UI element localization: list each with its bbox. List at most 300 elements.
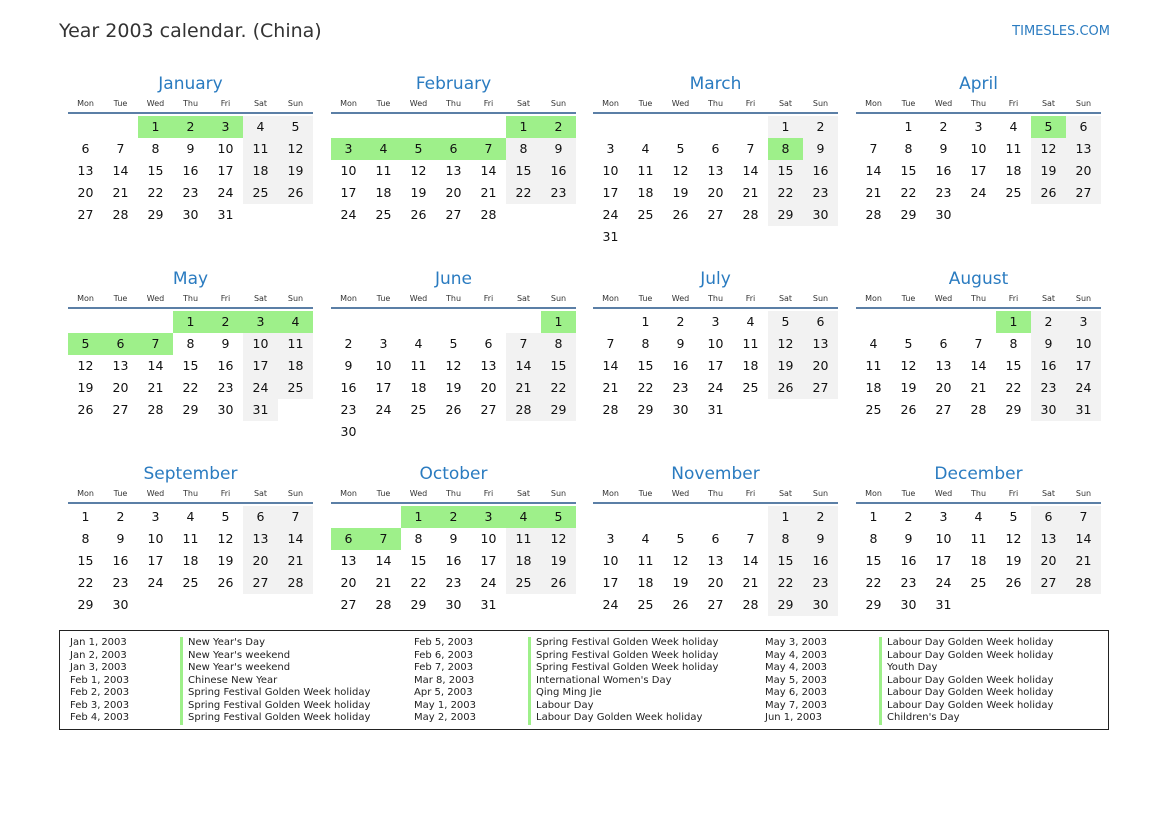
month-august [856,267,1101,421]
legend-date: Feb 5, 2003 [414,637,474,648]
empty-cell [103,116,138,138]
day-cell: 26 [672,207,689,222]
day-cell: 15 [410,553,427,568]
day-cell: 6 [243,506,278,528]
day-cell: 1 [768,116,803,138]
month-title: January [158,74,223,94]
day-cell: 4 [414,336,423,351]
day-cell: 19 [900,380,917,395]
day-cell: 2 [116,509,125,524]
day-cell: 15 [900,163,917,178]
day-cell: 29 [768,204,803,226]
day-cell: 22 [506,182,541,204]
weekday-label: Fri [220,294,231,303]
legend-date: Feb 1, 2003 [70,674,130,686]
day-cell: 28 [970,402,987,417]
day-cell: 12 [1005,531,1022,546]
day-cell: 18 [243,160,278,182]
weekday-label: Mon [602,489,619,498]
weekday-label: Sun [812,489,829,498]
day-cell: 15 [182,358,199,373]
day-cell: 31 [935,597,952,612]
weekday-label: Thu [445,294,462,303]
day-cell: 6 [81,141,90,156]
legend-date: May 4, 2003 [765,649,828,661]
day-cell: 24 [147,575,164,590]
legend-names-col-1 [180,637,370,725]
holiday-day-cell: 4 [506,506,541,528]
day-cell: 10 [602,553,619,568]
weekday-label: Mon [77,99,94,108]
weekday-label: Sat [253,294,268,303]
holiday-day-cell: 6 [331,528,366,550]
legend-date: Jan 2, 2003 [70,649,127,661]
day-cell: 27 [340,597,357,612]
legend-holiday-name: New Year's weekend [180,650,370,663]
weekday-label: Sun [550,99,567,108]
weekday-label: Tue [638,489,653,498]
day-cell: 29 [541,399,576,421]
weekday-label: Sun [1075,99,1092,108]
day-cell: 25 [375,207,392,222]
legend-holiday-name: Labour Day [528,700,718,713]
day-cell: 5 [676,531,685,546]
day-cell: 23 [1031,377,1066,399]
weekday-label: Sat [1041,99,1056,108]
holiday-day-cell: 5 [541,506,576,528]
day-cell: 7 [1066,506,1101,528]
day-cell: 8 [506,138,541,160]
weekday-header [68,291,313,309]
day-cell: 3 [974,119,983,134]
day-cell: 15 [1005,358,1022,373]
day-cell: 2 [676,314,685,329]
day-cell: 25 [506,572,541,594]
empty-cell [436,311,471,333]
day-cell: 13 [803,333,838,355]
day-cell: 9 [803,138,838,160]
day-cell: 12 [278,138,313,160]
month-october [331,462,576,616]
legend-date: Jan 3, 2003 [70,662,127,673]
holiday-day-cell: 6 [436,138,471,160]
day-cell: 18 [637,185,654,200]
empty-cell [138,311,173,333]
day-cell: 18 [182,553,199,568]
day-cell: 9 [803,528,838,550]
day-cell: 16 [217,358,234,373]
legend-date: Apr 5, 2003 [414,687,473,698]
day-cell: 15 [506,160,541,182]
empty-cell [593,116,628,138]
weekday-label: Sat [778,489,793,498]
day-cell: 8 [768,528,803,550]
day-cell: 25 [637,597,654,612]
weekday-label: Wed [934,294,953,303]
day-cell: 18 [742,358,759,373]
day-cell: 4 [869,336,878,351]
holiday-day-cell: 6 [103,333,138,355]
empty-cell [628,116,663,138]
day-cell: 23 [445,575,462,590]
empty-cell [401,311,436,333]
day-grid [593,504,838,616]
day-cell: 24 [602,207,619,222]
day-cell: 7 [606,336,615,351]
day-cell: 20 [1066,160,1101,182]
weekday-label: Wed [671,99,690,108]
day-cell: 9 [344,358,353,373]
day-cell: 24 [243,377,278,399]
page-title: Year 2003 calendar. (China) [59,20,322,42]
day-cell: 30 [803,594,838,616]
empty-cell [733,506,768,528]
day-cell: 5 [768,311,803,333]
day-cell: 25 [278,377,313,399]
day-cell: 8 [186,336,195,351]
legend-date: Mar 8, 2003 [414,674,475,686]
day-cell: 7 [869,141,878,156]
weekday-label: Sun [287,294,304,303]
weekday-label: Tue [376,489,391,498]
day-cell: 27 [935,402,952,417]
holiday-day-cell: 7 [366,528,401,550]
weekday-label: Sat [778,294,793,303]
day-cell: 16 [182,163,199,178]
weekday-label: Mon [77,489,94,498]
day-cell: 15 [147,163,164,178]
day-cell: 7 [746,531,755,546]
weekday-label: Fri [220,99,231,108]
day-cell: 25 [742,380,759,395]
day-cell: 23 [935,185,952,200]
weekday-label: Mon [602,294,619,303]
day-cell: 3 [151,509,160,524]
day-cell: 14 [1066,528,1101,550]
weekday-header [856,96,1101,114]
legend-holiday-name: Children's Day [879,712,1053,725]
holiday-day-cell: 4 [278,311,313,333]
weekday-label: Tue [901,99,916,108]
day-cell: 16 [803,550,838,572]
day-cell: 25 [410,402,427,417]
site-link[interactable]: TIMESLES.COM [1012,24,1110,39]
holiday-legend [59,630,1109,730]
legend-holiday-name: Spring Festival Golden Week holiday [180,700,370,713]
day-cell: 1 [81,509,90,524]
holiday-day-cell: 5 [401,138,436,160]
day-cell: 22 [900,185,917,200]
day-cell: 17 [217,163,234,178]
day-cell: 11 [506,528,541,550]
day-cell: 21 [970,380,987,395]
day-cell: 5 [1009,509,1018,524]
weekday-header [68,96,313,114]
empty-cell [366,116,401,138]
day-cell: 1 [768,506,803,528]
day-cell: 23 [900,575,917,590]
day-cell: 30 [803,204,838,226]
day-cell: 1 [641,314,650,329]
legend-date: May 4, 2003 [765,662,828,673]
day-cell: 2 [1031,311,1066,333]
day-cell: 11 [375,163,392,178]
day-cell: 3 [1066,311,1101,333]
day-cell: 20 [77,185,94,200]
legend-date: Feb 2, 2003 [70,687,130,698]
day-cell: 20 [243,550,278,572]
day-grid [593,114,838,248]
legend-date: Feb 4, 2003 [70,712,130,723]
day-cell: 24 [1066,377,1101,399]
legend-holiday-name: Spring Festival Golden Week holiday [528,637,718,650]
day-cell: 8 [641,336,650,351]
day-cell: 17 [602,185,619,200]
legend-date: May 7, 2003 [765,699,828,711]
day-cell: 9 [186,141,195,156]
day-grid [331,504,576,616]
day-cell: 16 [672,358,689,373]
month-title: August [948,269,1009,289]
empty-cell [366,311,401,333]
day-cell: 22 [77,575,94,590]
day-cell: 28 [742,597,759,612]
day-cell: 11 [1005,141,1022,156]
weekday-label: Thu [970,294,987,303]
legend-holiday-name: New Year's weekend [180,662,370,675]
day-cell: 12 [541,528,576,550]
month-may [68,267,313,421]
day-cell: 16 [803,160,838,182]
legend-date: May 3, 2003 [765,637,828,648]
day-cell: 28 [1066,572,1101,594]
legend-names-col-2 [528,637,718,725]
day-cell: 13 [480,358,497,373]
day-cell: 24 [480,575,497,590]
weekday-label: Wed [146,489,165,498]
legend-date: Feb 6, 2003 [414,649,474,661]
month-september [68,462,313,616]
weekday-label: Tue [376,294,391,303]
day-cell: 21 [865,185,882,200]
day-cell: 6 [711,531,720,546]
day-cell: 31 [707,402,724,417]
day-cell: 16 [541,160,576,182]
day-cell: 9 [116,531,125,546]
day-cell: 15 [541,355,576,377]
day-cell: 28 [480,207,497,222]
day-cell: 15 [77,553,94,568]
day-cell: 15 [637,358,654,373]
month-title: December [934,464,1023,484]
day-cell: 10 [602,163,619,178]
weekday-label: Mon [340,99,357,108]
day-cell: 8 [414,531,423,546]
day-cell: 22 [182,380,199,395]
day-cell: 24 [935,575,952,590]
weekday-label: Fri [220,489,231,498]
day-cell: 8 [869,531,878,546]
empty-cell [471,311,506,333]
day-cell: 1 [904,119,913,134]
day-cell: 30 [900,597,917,612]
weekday-label: Sat [253,99,268,108]
day-cell: 17 [1066,355,1101,377]
holiday-day-cell: 2 [208,311,243,333]
weekday-label: Tue [113,294,128,303]
day-cell: 23 [182,185,199,200]
day-cell: 21 [112,185,129,200]
day-cell: 8 [81,531,90,546]
day-cell: 25 [970,575,987,590]
day-cell: 27 [1031,572,1066,594]
day-cell: 16 [112,553,129,568]
day-cell: 19 [445,380,462,395]
month-title: October [419,464,488,484]
day-cell: 24 [217,185,234,200]
day-cell: 4 [641,531,650,546]
weekday-label: Wed [409,489,428,498]
day-cell: 27 [445,207,462,222]
day-cell: 12 [77,358,94,373]
day-cell: 13 [707,163,724,178]
day-cell: 17 [375,380,392,395]
day-cell: 29 [410,597,427,612]
day-cell: 11 [182,531,199,546]
day-cell: 19 [1031,160,1066,182]
day-cell: 26 [900,402,917,417]
holiday-day-cell: 3 [471,506,506,528]
day-cell: 2 [803,506,838,528]
day-cell: 14 [742,163,759,178]
weekday-label: Sat [1041,489,1056,498]
day-cell: 10 [147,531,164,546]
day-cell: 22 [541,377,576,399]
weekday-label: Sat [516,99,531,108]
day-cell: 14 [112,163,129,178]
empty-cell [593,311,628,333]
legend-holiday-name: Qing Ming Jie [528,687,718,700]
day-cell: 28 [865,207,882,222]
holiday-day-cell: 3 [331,138,366,160]
month-january [68,72,313,226]
day-cell: 4 [641,141,650,156]
day-cell: 29 [1005,402,1022,417]
legend-holiday-name: International Women's Day [528,675,718,688]
day-cell: 9 [676,336,685,351]
weekday-label: Sun [287,489,304,498]
day-cell: 22 [1005,380,1022,395]
day-cell: 20 [480,380,497,395]
weekday-label: Wed [671,489,690,498]
day-cell: 17 [970,163,987,178]
day-cell: 23 [672,380,689,395]
day-cell: 18 [278,355,313,377]
day-cell: 13 [707,553,724,568]
day-cell: 19 [77,380,94,395]
day-cell: 21 [742,185,759,200]
day-cell: 14 [480,163,497,178]
month-title: June [434,269,473,289]
legend-holiday-name: Labour Day Golden Week holiday [879,700,1053,713]
day-cell: 14 [970,358,987,373]
day-cell: 20 [112,380,129,395]
day-cell: 24 [970,185,987,200]
empty-cell [401,116,436,138]
weekday-label: Fri [483,294,494,303]
legend-holiday-name: Labour Day Golden Week holiday [879,637,1053,650]
legend-holiday-name: Chinese New Year [180,675,370,688]
day-cell: 10 [480,531,497,546]
day-cell: 4 [186,509,195,524]
weekday-label: Tue [638,99,653,108]
day-cell: 7 [506,333,541,355]
day-cell: 28 [506,399,541,421]
day-cell: 4 [746,314,755,329]
day-cell: 30 [112,597,129,612]
day-cell: 30 [340,424,357,439]
legend-dates-col-3 [765,637,827,725]
weekday-label: Sun [287,99,304,108]
weekday-label: Fri [483,489,494,498]
day-cell: 11 [865,358,882,373]
holiday-day-cell: 5 [1031,116,1066,138]
day-cell: 18 [637,575,654,590]
day-cell: 5 [221,509,230,524]
day-cell: 7 [974,336,983,351]
day-cell: 2 [803,116,838,138]
day-grid [68,504,313,616]
day-cell: 4 [974,509,983,524]
legend-holiday-name: Spring Festival Golden Week holiday [528,650,718,663]
day-cell: 17 [935,553,952,568]
day-cell: 27 [707,597,724,612]
day-cell: 21 [506,377,541,399]
day-cell: 21 [375,575,392,590]
day-cell: 27 [243,572,278,594]
day-cell: 19 [541,550,576,572]
day-cell: 12 [1031,138,1066,160]
day-cell: 16 [445,553,462,568]
legend-names-col-3 [879,637,1053,725]
empty-cell [698,506,733,528]
day-cell: 26 [1031,182,1066,204]
day-cell: 20 [707,185,724,200]
weekday-label: Mon [340,489,357,498]
legend-date: Feb 7, 2003 [414,662,474,673]
day-cell: 27 [112,402,129,417]
empty-cell [331,506,366,528]
legend-date: May 2, 2003 [414,712,477,723]
day-grid [331,309,576,443]
day-cell: 24 [707,380,724,395]
day-cell: 11 [243,138,278,160]
day-cell: 26 [768,377,803,399]
day-cell: 7 [116,141,125,156]
day-cell: 18 [865,380,882,395]
weekday-label: Sat [516,489,531,498]
month-title: November [671,464,760,484]
day-cell: 9 [939,141,948,156]
weekday-label: Fri [745,489,756,498]
weekday-label: Sun [550,294,567,303]
holiday-day-cell: 1 [138,116,173,138]
day-cell: 7 [746,141,755,156]
day-cell: 23 [541,182,576,204]
day-cell: 20 [935,380,952,395]
holiday-day-cell: 7 [471,138,506,160]
day-cell: 8 [151,141,160,156]
